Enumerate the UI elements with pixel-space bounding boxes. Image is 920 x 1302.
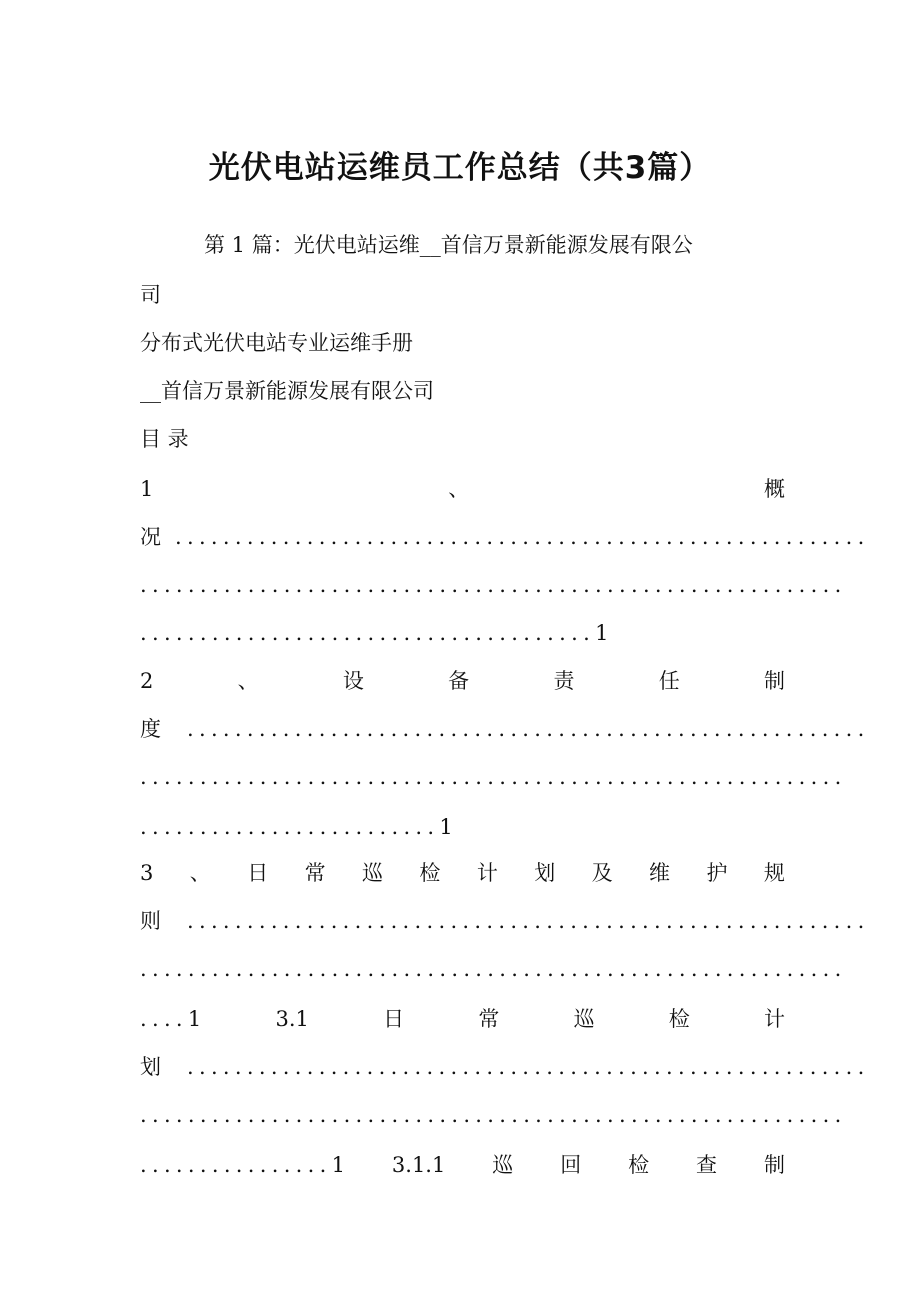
toc-item-3-end [140,1004,201,1034]
toc-item-2-char: 责 [553,669,575,693]
toc-item-3-1-1-header [140,1150,785,1180]
toc-item-3-1-char: 计 [764,1007,785,1031]
toc-item-1-leader-1 [140,522,870,552]
toc-item-2-leader-2 [140,762,847,792]
toc-item-3-1-dots-b: ........................................................... [140,1103,847,1127]
toc-item-3-dots-c: .... [140,1007,188,1031]
toc-item-3-tail: 则 [140,909,161,933]
toc-item-2-number: 2 [140,669,154,693]
toc-item-3-1-header [140,1004,785,1034]
toc-item-3-dots-b: ........................................................... [140,957,847,981]
toc-item-2-leader-1 [140,714,870,744]
toc-item-2-char: 制 [763,669,785,693]
toc-item-3-1-char: 常 [478,1007,500,1031]
toc-item-3-1-1-number: 3.1.1 [391,1153,446,1177]
toc-item-3-1-end [140,1150,345,1180]
toc-item-1-separator: 、 [448,477,470,501]
intro-line-1: 第 1 篇：光伏电站运维__首信万景新能源发展有限公 [204,233,693,257]
toc-item-2-char: 设 [342,669,364,693]
toc-item-2-header [140,666,785,696]
manual-title: 分布式光伏电站专业运维手册 [140,331,413,355]
toc-item-2-char: 任 [658,669,680,693]
toc-item-3-dots-a: ......................................................... [187,909,870,933]
toc-item-3-1-page: 1 [331,1153,345,1177]
toc-item-3-1-1-char: 巡 [492,1153,514,1177]
toc-item-3-leader-2 [140,954,847,984]
toc-item-3-1-1-char: 检 [628,1153,650,1177]
toc-item-3-char: 巡 [362,861,383,885]
toc-item-3-1-leader-2 [140,1100,847,1130]
toc-item-3-1-dots-c: ................ [140,1153,332,1177]
toc-item-2-tail: 度 [140,717,161,741]
toc-item-3-1-tail: 划 [140,1055,161,1079]
toc-item-1-page: 1 [595,621,609,645]
toc-item-3-number: 3 [140,861,154,885]
toc-item-3-char: 划 [534,861,556,885]
toc-item-3-leader-1 [140,906,870,936]
intro-line-2: 司 [140,283,161,307]
toc-item-2-char: 备 [448,669,470,693]
toc-item-3-char: 及 [591,861,613,885]
toc-item-3-char: 检 [419,861,441,885]
toc-item-1-word-b: 况 [140,525,161,549]
toc-item-1-dots-b: ........................................................... [140,573,847,597]
toc-item-3-1-char: 检 [668,1007,690,1031]
toc-item-3-char: 维 [649,861,671,885]
document-title: 光伏电站运维员工作总结（共3篇） [208,150,712,186]
toc-item-1-dots-a: .......................................................... [175,525,870,549]
toc-item-1-dots-c: ...................................... [140,621,596,645]
toc-item-2-separator: 、 [237,669,259,693]
toc-heading: 目 录 [140,427,189,451]
toc-item-1-header [140,474,785,504]
toc-item-3-char: 规 [763,861,785,885]
toc-item-3-1-leader-1 [140,1052,870,1082]
company-name: __首信万景新能源发展有限公司 [140,379,434,403]
toc-item-3-char: 日 [247,861,269,885]
toc-item-3-header [140,858,785,888]
toc-item-3-char: 护 [706,861,728,885]
toc-item-3-1-char: 巡 [573,1007,595,1031]
toc-item-2-dots-b: ........................................................... [140,765,847,789]
toc-item-2-page: 1 [439,815,453,839]
toc-item-1-leader-2 [140,570,847,600]
toc-item-1-leader-3 [140,618,785,648]
toc-item-1-number: 1 [140,477,154,501]
toc-item-3-char: 常 [304,861,326,885]
toc-item-3-1-1-char: 查 [696,1153,718,1177]
toc-item-3-1-number: 3.1 [275,1007,309,1031]
toc-item-3-1-1-char: 回 [560,1153,582,1177]
toc-item-2-dots-c: ......................... [140,815,440,839]
toc-item-2-dots-a: ......................................................... [187,717,870,741]
toc-item-3-page: 1 [187,1007,202,1031]
toc-item-1-word-a: 概 [764,477,785,501]
toc-item-3-1-dots-a: ......................................................... [187,1055,870,1079]
toc-item-3-separator: 、 [189,861,211,885]
toc-item-2-leader-3 [140,812,785,842]
toc-item-3-1-char: 日 [383,1007,405,1031]
toc-item-3-char: 计 [476,861,498,885]
toc-item-3-1-1-char: 制 [763,1153,785,1177]
